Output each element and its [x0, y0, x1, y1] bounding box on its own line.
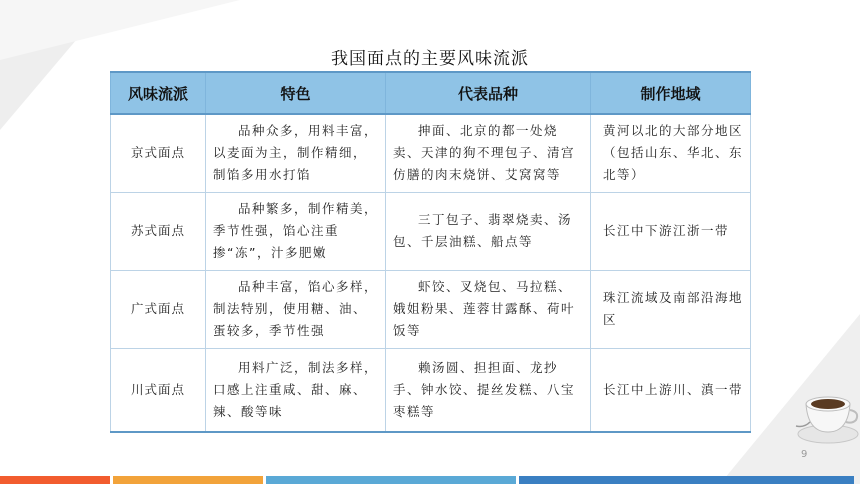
- cell-region: 珠江流域及南部沿海地区: [591, 270, 751, 348]
- flavor-schools-table: [110, 71, 751, 433]
- cell-features: 用料广泛，制法多样，口感上注重咸、甜、麻、辣、酸等味: [206, 348, 386, 432]
- slide-title: 我国面点的主要风味流派: [331, 49, 529, 69]
- cell-features: 品种繁多，制作精美，季节性强，馅心注重掺“冻”，汁多肥嫩: [206, 192, 386, 270]
- cell-dishes: 三丁包子、翡翠烧卖、汤包、千层油糕、船点等: [386, 192, 591, 270]
- header-region: 制作地域: [591, 72, 751, 114]
- page-number: 9: [801, 449, 808, 460]
- cell-features: 品种众多，用料丰富，以麦面为主，制作精细，制馅多用水打馅: [206, 114, 386, 192]
- cell-region: 长江中上游川、滇一带: [591, 348, 751, 432]
- cell-school: 京式面点: [111, 114, 206, 192]
- header-features: 特色: [206, 72, 386, 114]
- cell-region: 黄河以北的大部分地区（包括山东、华北、东北等）: [591, 114, 751, 192]
- bar-segment: [113, 476, 263, 484]
- bar-segment: [0, 476, 110, 484]
- cell-school: 川式面点: [111, 348, 206, 432]
- table-row: [111, 348, 751, 432]
- header-dishes: 代表品种: [386, 72, 591, 114]
- cell-region: 长江中下游江浙一带: [591, 192, 751, 270]
- table-row: [111, 270, 751, 348]
- cell-dishes: 赖汤圆、担担面、龙抄手、钟水饺、提丝发糕、八宝枣糕等: [386, 348, 591, 432]
- header-school: 风味流派: [111, 72, 206, 114]
- table-row: [111, 114, 751, 192]
- cell-dishes: 抻面、北京的都一处烧卖、天津的狗不理包子、清宫仿膳的肉末烧饼、艾窝窝等: [386, 114, 591, 192]
- coffee-cup-icon: [790, 382, 860, 446]
- bar-segment: [266, 476, 516, 484]
- cell-school: 广式面点: [111, 270, 206, 348]
- table-header-row: [111, 72, 751, 114]
- cell-dishes: 虾饺、叉烧包、马拉糕、娥姐粉果、莲蓉甘露酥、荷叶饭等: [386, 270, 591, 348]
- cell-school: 苏式面点: [111, 192, 206, 270]
- cell-features: 品种丰富，馅心多样，制法特别，使用糖、油、蛋较多，季节性强: [206, 270, 386, 348]
- table-row: [111, 192, 751, 270]
- bar-segment: [519, 476, 854, 484]
- decorative-bottom-bar: [0, 476, 860, 484]
